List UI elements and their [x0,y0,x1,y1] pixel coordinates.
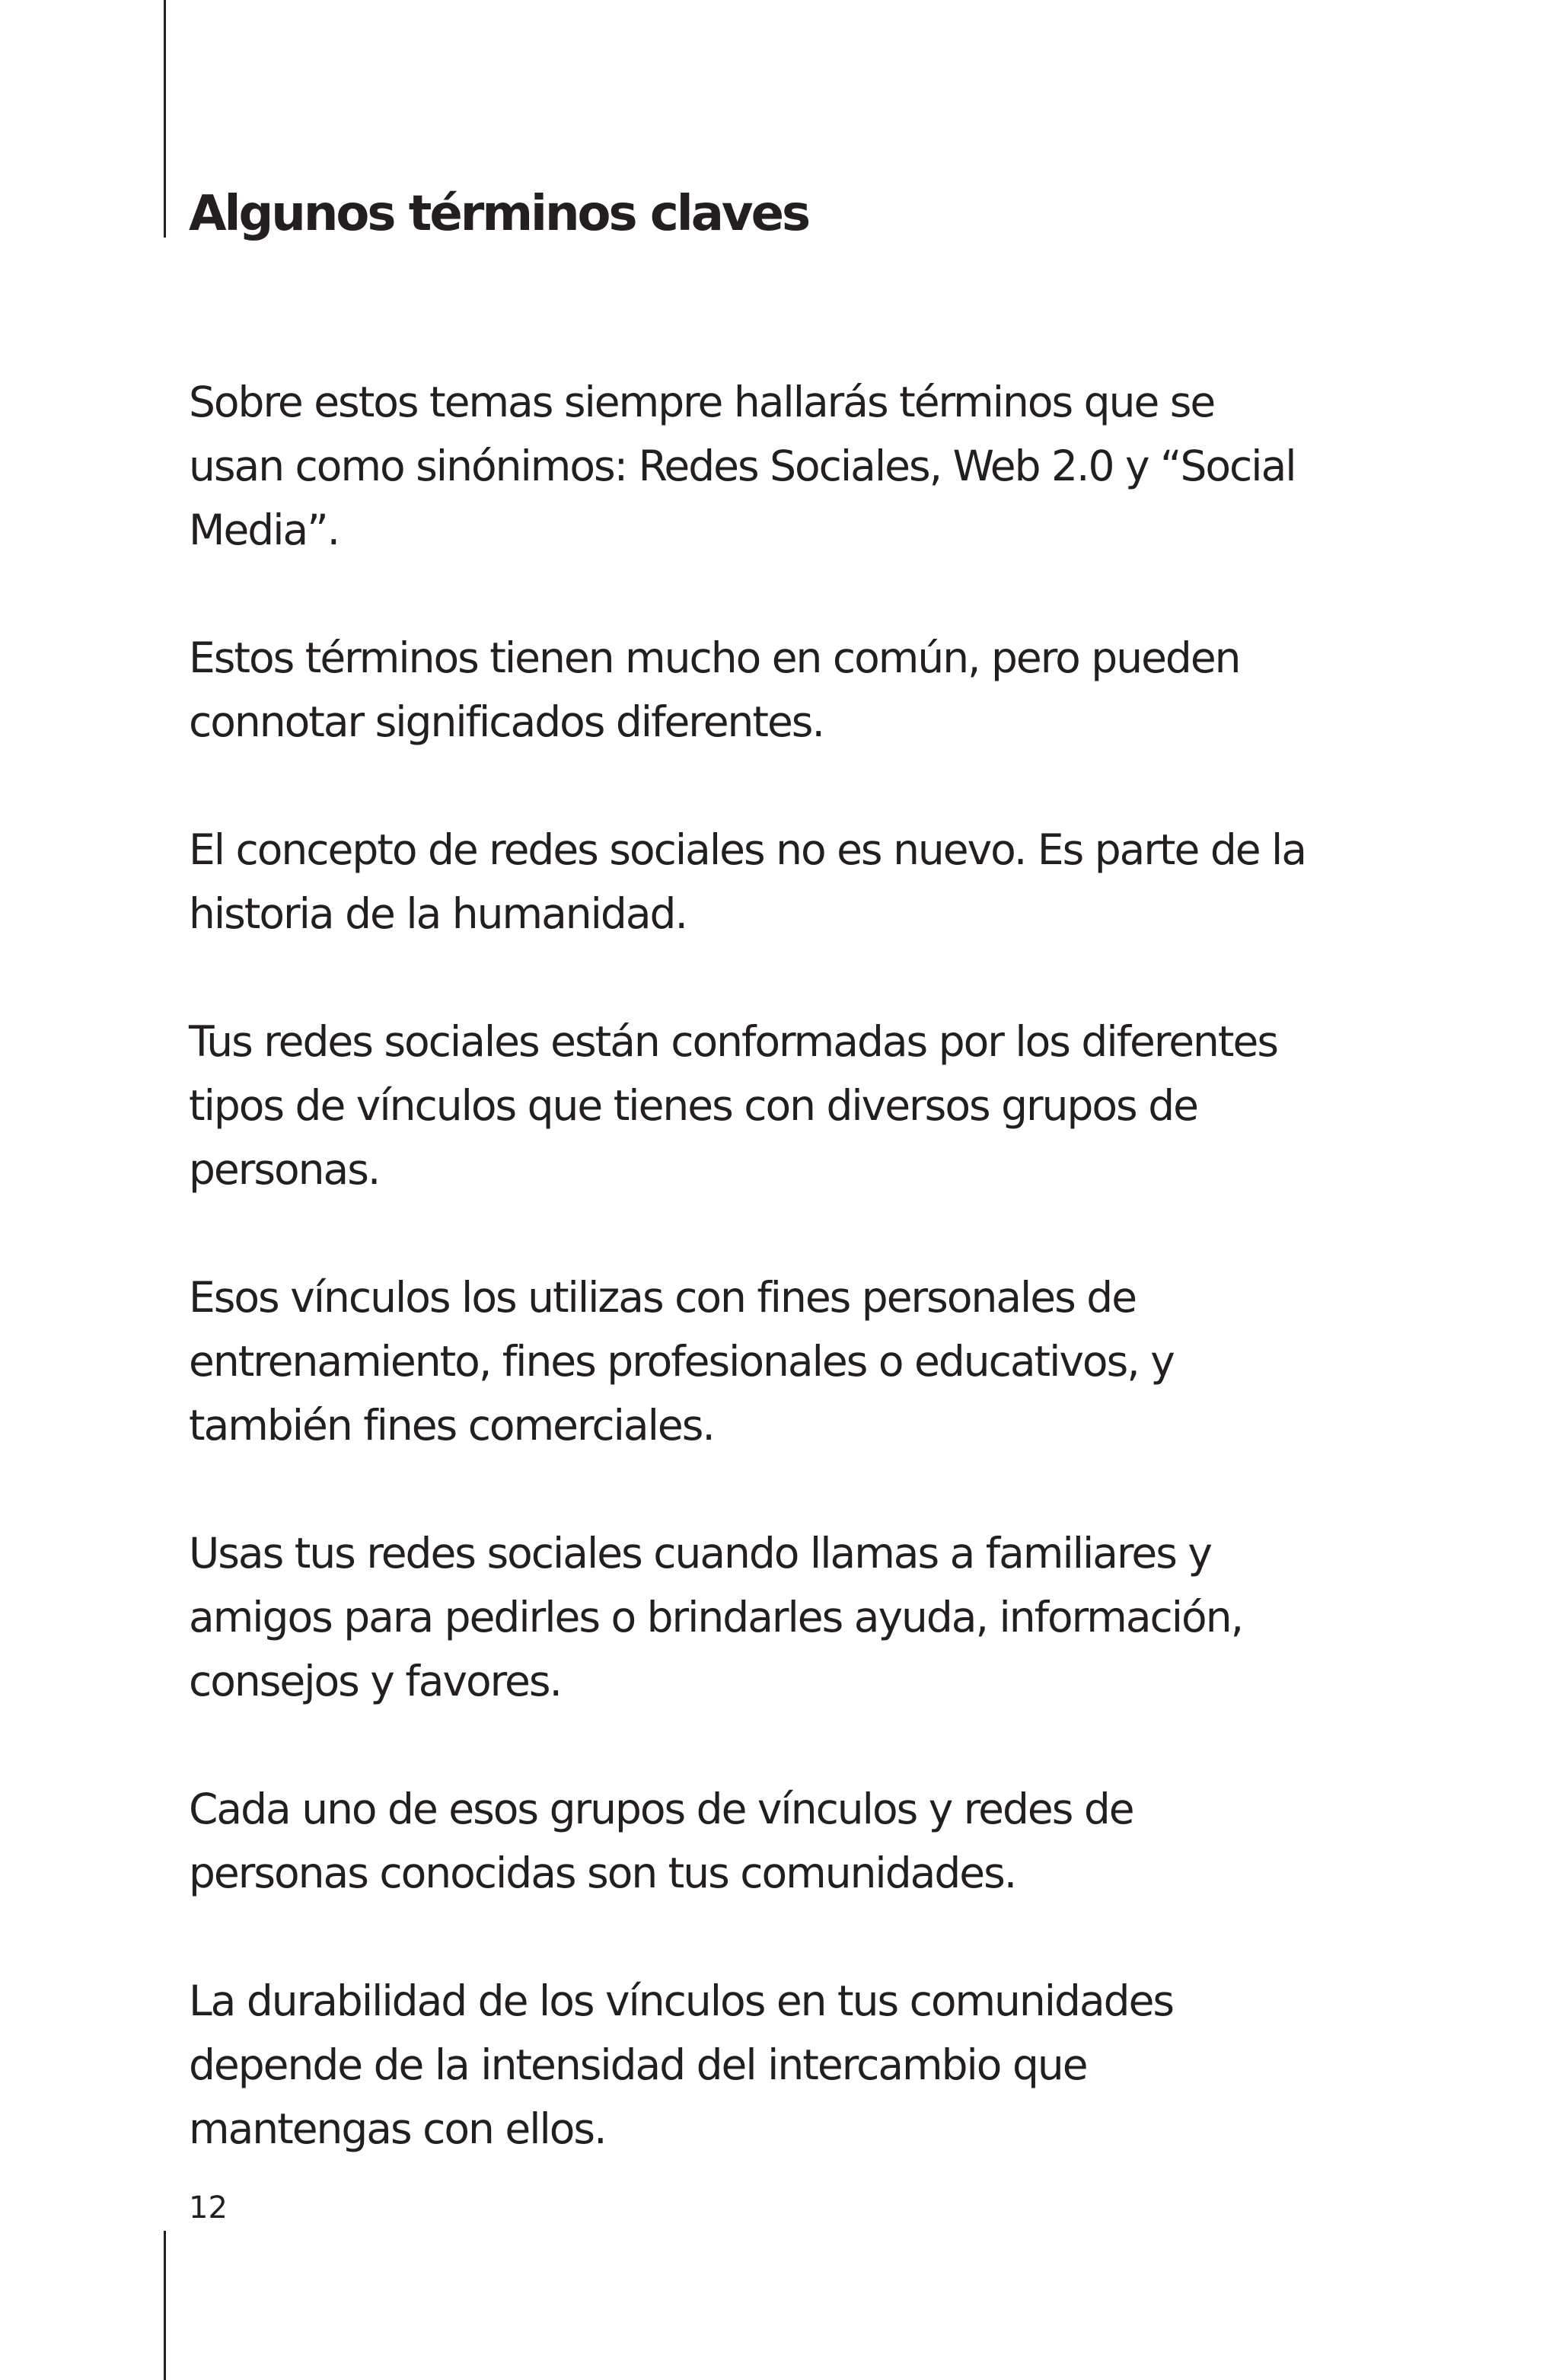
paragraph: Tus redes sociales están conformadas por los diferentes tipos de vínculos que tienes con diversos grupos de personas. [189,1017,1277,1194]
paragraph: Usas tus redes sociales cuando llamas a familiares y amigos para pedirles o brindarles ayuda, información, consejos y favores. [189,1529,1243,1705]
body-text [189,370,1315,2225]
paragraph: La durabilidad de los vínculos en tus comunidades depende de la intensidad del intercambio que mantengas con ellos. [189,1976,1174,2153]
paragraph: El concepto de redes sociales no es nuevo. Es parte de la historia de la humanidad. [189,825,1306,938]
top-margin-rule [164,0,166,238]
page-title: Algunos términos claves [189,186,809,242]
page-number: 12 [189,2190,228,2225]
paragraph: Sobre estos temas siempre hallarás términos que se usan como sinónimos: Redes Sociales, Web 2.0 y “Social Media”. [189,378,1296,554]
paragraph: Estos términos tienen mucho en común, pero pueden connotar significados diferentes. [189,633,1240,746]
bottom-margin-rule [164,2231,166,2380]
paragraph: Esos vínculos los utilizas con fines personales de entrenamiento, fines profesionales o educativos, y también fines comerciales. [189,1273,1174,1450]
paragraph: Cada uno de esos grupos de vínculos y redes de personas conocidas son tus comunidades. [189,1785,1133,1897]
